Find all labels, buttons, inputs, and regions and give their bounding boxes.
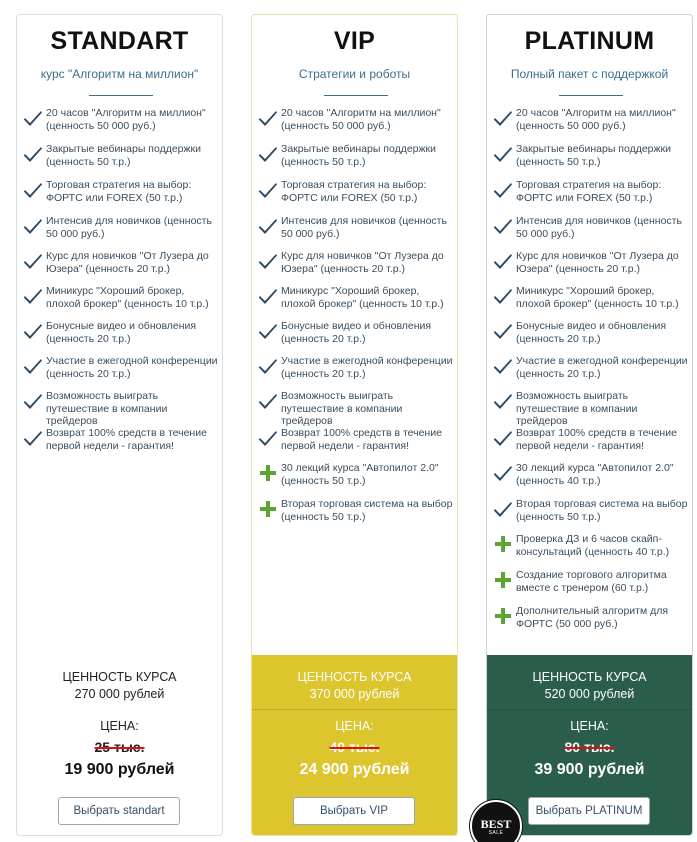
feature-item [493,215,690,240]
feature-item [23,179,220,204]
feature-text: Участие в ежегодной конференции (ценность 20 т.р.) [46,355,218,380]
feature-item [493,285,690,310]
feature-text: Миникурс "Хороший брокер, плохой брокер" (ценность 10 т.р.) [281,285,444,310]
feature-text: 20 часов "Алгоритм на миллион" (ценность 50 000 руб.) [46,107,206,132]
title-underline [324,95,388,96]
new-price: 39 900 рублей [534,761,645,778]
feature-text: Возврат 100% средств в течение первой недели - гарантия! [46,427,207,452]
feature-item [23,285,220,310]
title-underline [89,95,153,96]
feature-item [493,605,690,630]
feature-text: Возможность выиграть путешествие в компании трейдеров [516,390,638,427]
feature-text: Закрытые вебинары поддержки (ценность 50 т.р.) [516,143,671,168]
check-icon [493,391,513,411]
check-icon [258,428,278,448]
check-icon [23,144,43,164]
check-icon [23,251,43,271]
select-standart-button[interactable]: Выбрать standart [58,797,180,825]
badge-line1: BEST [480,816,512,831]
feature-text: Закрытые вебинары поддержки (ценность 50 т.р.) [281,143,436,168]
feature-text: 20 часов "Алгоритм на миллион" (ценность 50 000 руб.) [516,107,676,132]
feature-item [23,143,220,168]
select-vip-button[interactable]: Выбрать VIP [293,797,415,825]
old-price: 25 тыс. [94,739,145,755]
feature-text: Миникурс "Хороший брокер, плохой брокер" (ценность 10 т.р.) [46,285,209,310]
price-label: ЦЕНА: [100,719,139,733]
check-icon [23,216,43,236]
feature-item [493,250,690,275]
feature-text: Миникурс "Хороший брокер, плохой брокер" (ценность 10 т.р.) [516,285,679,310]
feature-text: Возможность выиграть путешествие в компании трейдеров [46,390,168,427]
feature-item [493,143,690,168]
check-icon [258,180,278,200]
price-block [487,655,692,835]
feature-item [23,107,220,132]
price-label: ЦЕНА: [335,719,374,733]
check-icon [23,321,43,341]
check-icon [23,108,43,128]
badge-line2: SALE [488,829,504,836]
plan-card-platinum [486,14,693,836]
feature-item [493,462,690,487]
feature-text: Возврат 100% средств в течение первой недели - гарантия! [281,427,442,452]
check-icon [493,216,513,236]
price-block [17,655,222,835]
check-icon [258,321,278,341]
check-icon [493,108,513,128]
plus-icon [258,499,278,519]
check-icon [258,144,278,164]
check-icon [493,180,513,200]
feature-item [258,250,455,275]
feature-text: 20 часов "Алгоритм на миллион" (ценность 50 000 руб.) [281,107,441,132]
plan-title: PLATINUM [524,27,655,55]
feature-item [23,215,220,240]
check-icon [258,356,278,376]
check-icon [23,428,43,448]
title-underline [559,95,623,96]
feature-item [23,355,220,380]
feature-text: Возврат 100% средств в течение первой недели - гарантия! [516,427,677,452]
price-divider [252,709,457,710]
feature-item [493,569,690,594]
feature-item [493,533,690,558]
new-price: 19 900 рублей [64,761,175,778]
feature-text: Торговая стратегия на выбор: ФОРТС или FOREX (50 т.р.) [281,179,427,204]
feature-item [493,355,690,380]
feature-item [493,498,690,523]
feature-item [258,355,455,380]
check-icon [23,391,43,411]
check-icon [493,428,513,448]
price-label: ЦЕНА: [570,719,609,733]
check-icon [493,321,513,341]
check-icon [258,286,278,306]
check-icon [23,356,43,376]
check-icon [493,499,513,519]
value-amount: 270 000 рублей [74,687,165,701]
feature-item [258,498,455,523]
feature-item [493,107,690,132]
select-platinum-button[interactable]: Выбрать PLATINUM [528,797,650,825]
plan-title: VIP [333,27,376,55]
plan-subtitle: Полный пакет с поддержкой [510,67,669,81]
feature-text: Торговая стратегия на выбор: ФОРТС или FOREX (50 т.р.) [516,179,662,204]
check-icon [493,463,513,483]
plus-icon [493,570,513,590]
feature-item [258,107,455,132]
feature-item [493,427,690,452]
feature-item [258,179,455,204]
feature-text: Дополнительный алгоритм для ФОРТС (50 000 руб.) [516,605,669,630]
feature-text: Закрытые вебинары поддержки (ценность 50 т.р.) [46,143,201,168]
plus-icon [258,463,278,483]
feature-item [258,215,455,240]
feature-text: Вторая торговая система на выбор (ценность 50 т.р.) [281,498,453,523]
old-price: 80 тыс. [564,739,615,755]
feature-item [493,320,690,345]
value-amount: 520 000 рублей [544,687,635,701]
feature-text: Интенсив для новичков (ценность 50 000 руб.) [516,215,682,240]
feature-text: 30 лекций курса "Автопилот 2.0" (ценность 40 т.р.) [516,462,674,487]
feature-text: Торговая стратегия на выбор: ФОРТС или FOREX (50 т.р.) [46,179,192,204]
value-amount: 370 000 рублей [309,687,400,701]
feature-text: 30 лекций курса "Автопилот 2.0" (ценность 50 т.р.) [281,462,439,487]
feature-text: Интенсив для новичков (ценность 50 000 руб.) [46,215,212,240]
check-icon [258,251,278,271]
check-icon [493,251,513,271]
value-label: ЦЕННОСТЬ КУРСА [62,670,177,684]
feature-item [258,143,455,168]
feature-text: Бонусные видео и обновления (ценность 20 т.р.) [281,320,432,345]
feature-text: Бонусные видео и обновления (ценность 20 т.р.) [516,320,667,345]
price-block [252,655,457,835]
check-icon [493,356,513,376]
check-icon [258,391,278,411]
feature-text: Участие в ежегодной конференции (ценность 20 т.р.) [281,355,453,380]
check-icon [258,108,278,128]
feature-item [493,390,690,428]
check-icon [493,144,513,164]
plan-title: STANDART [50,27,189,55]
feature-item [23,390,220,428]
feature-text: Возможность выиграть путешествие в компании трейдеров [281,390,403,427]
feature-text: Курс для новичков "От Лузера до Юзера" (ценность 20 т.р.) [46,250,209,275]
feature-item [258,462,455,487]
plus-icon [493,606,513,626]
value-label: ЦЕННОСТЬ КУРСА [532,670,647,684]
feature-item [258,320,455,345]
check-icon [493,286,513,306]
plan-subtitle: Стратегии и роботы [298,67,411,81]
old-price: 40 тыс. [329,739,380,755]
plan-card-standart [16,14,223,836]
feature-item [493,179,690,204]
plan-subtitle: курс "Алгоритм на миллион" [40,67,199,81]
feature-item [23,250,220,275]
check-icon [23,286,43,306]
feature-text: Проверка ДЗ и 6 часов скайп-консультаций (ценность 40 т.р.) [516,533,670,558]
feature-text: Курс для новичков "От Лузера до Юзера" (ценность 20 т.р.) [281,250,444,275]
check-icon [258,216,278,236]
price-divider [487,709,692,710]
new-price: 24 900 рублей [299,761,410,778]
feature-item [258,285,455,310]
feature-item [258,427,455,452]
feature-text: Вторая торговая система на выбор (ценность 50 т.р.) [516,498,688,523]
feature-text: Курс для новичков "От Лузера до Юзера" (ценность 20 т.р.) [516,250,679,275]
feature-text: Интенсив для новичков (ценность 50 000 руб.) [281,215,447,240]
value-label: ЦЕННОСТЬ КУРСА [297,670,412,684]
feature-text: Участие в ежегодной конференции (ценность 20 т.р.) [516,355,688,380]
feature-item [258,390,455,428]
plan-card-vip [251,14,458,836]
plus-icon [493,534,513,554]
feature-text: Создание торгового алгоритма вместе с тренером (60 т.р.) [516,569,667,594]
feature-item [23,427,220,452]
feature-text: Бонусные видео и обновления (ценность 20 т.р.) [46,320,197,345]
feature-item [23,320,220,345]
check-icon [23,180,43,200]
